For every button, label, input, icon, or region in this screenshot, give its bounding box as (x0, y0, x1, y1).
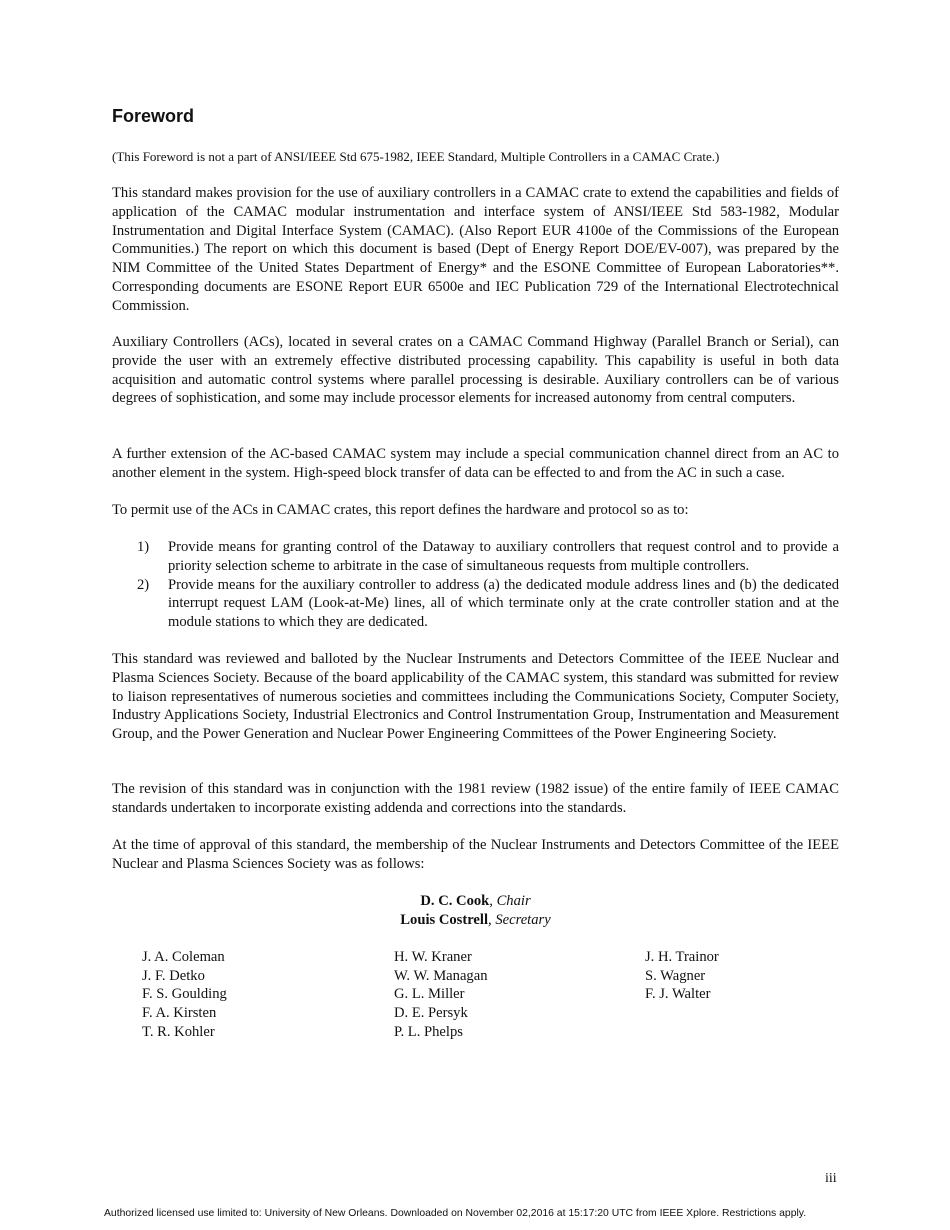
list-item-text: Provide means for granting control of the Dataway to auxiliary controllers that request control and to provide a priority selection scheme to arbitrate in the case of simultaneous requests from multiple controllers. (168, 539, 839, 574)
list-item-number: 1) (137, 539, 150, 555)
paragraph-4: To permit use of the ACs in CAMAC crates, this report defines the hardware and protocol so as to: (112, 502, 689, 518)
requirements-list (112, 538, 839, 632)
secretary-role: , Secretary (488, 912, 551, 928)
paragraph-1: This standard makes provision for the use of auxiliary controllers in a CAMAC crate to extend the capabilities and fields of application of the CAMAC modular instrumentation and interface system of ANSI/IEEE Std 583-1982, Modular Instrumentation and Digital Interface System (CAMAC). (Also Report EUR 4100e of the Commissions of the European Communities.) The report on which this document is based (Dept of Energy Report DOE/EV-007), was prepared by the NIM Committee of the United States Department of Energy* and the ESONE Committee of European Laboratories**. Corresponding documents are ESONE Report EUR 6500e and IEC Publication 729 of the International Electrotechnical Commission. (112, 185, 839, 314)
page-title: Foreword (112, 106, 195, 126)
member-name: F. S. Goulding (142, 986, 227, 1003)
member-name: G. L. Miller (394, 986, 465, 1003)
paragraph-2: Auxiliary Controllers (ACs), located in several crates on a CAMAC Command Highway (Parallel Branch or Serial), can provide the user with an extremely effective distributed processing capability. This capability is useful in both data acquisition and automatic control systems where parallel processing is desirable. Auxiliary controllers can be of various degrees of sophistication, and some may include processor elements for increased autonomy from central computers. (112, 334, 839, 407)
chair-role: , Chair (489, 893, 531, 909)
committee-officers (112, 892, 839, 930)
paragraph-7: At the time of approval of this standard, the membership of the Nuclear Instruments and Detectors Committee of the IEEE Nuclear and Plasma Sciences Society was as follows: (112, 837, 839, 872)
member-name: H. W. Kraner (394, 949, 472, 965)
member-name: J. F. Detko (142, 967, 205, 984)
license-footer: Authorized licensed use limited to: University of New Orleans. Downloaded on November 02,2016 at 15:17:20 UTC from IEEE Xplore. Restrictions apply. (104, 1208, 807, 1219)
list-item-text: Provide means for the auxiliary controller to address (a) the dedicated module address lines and (b) the dedicated interrupt request LAM (Look-at-Me) lines, all of which terminate only at the crate controller station and at the module stations to which they are dedicated. (168, 576, 839, 631)
page-number: iii (825, 1171, 837, 1186)
member-name: S. Wagner (645, 967, 706, 984)
list-item (112, 538, 839, 576)
paragraph-3: A further extension of the AC-based CAMAC system may include a special communication channel direct from an AC to another element in the system. High-speed block transfer of data can be effected to and from the AC in such a case. (112, 446, 839, 481)
list-item-number: 2) (137, 576, 150, 593)
member-name: J. H. Trainor (645, 949, 719, 965)
member-name: F. J. Walter (645, 986, 711, 1003)
member-name: T. R. Kohler (142, 1023, 215, 1040)
paragraph-6: The revision of this standard was in conjunction with the 1981 review (1982 issue) of the entire family of IEEE CAMAC standards undertaken to incorporate existing addenda and corrections into the standards. (112, 781, 839, 816)
chair-name: D. C. Cook (420, 893, 490, 909)
secretary-name: Louis Costrell (400, 912, 489, 928)
list-item (112, 576, 839, 632)
members-column-3 (645, 948, 719, 1004)
member-name: P. L. Phelps (394, 1023, 463, 1040)
member-name: W. W. Managan (394, 967, 488, 984)
foreword-note: (This Foreword is not a part of ANSI/IEEE Std 675-1982, IEEE Standard, Multiple Controllers in a CAMAC Crate.) (112, 149, 720, 164)
member-name: F. A. Kirsten (142, 1005, 217, 1022)
members-column-1 (142, 948, 227, 1042)
members-column-2 (394, 948, 488, 1042)
member-name: D. E. Persyk (394, 1005, 468, 1022)
member-name: J. A. Coleman (142, 949, 225, 965)
paragraph-5: This standard was reviewed and balloted by the Nuclear Instruments and Detectors Committee of the IEEE Nuclear and Plasma Sciences Society. Because of the board applicability of the CAMAC system, this standard was submitted for review to liaison representatives of numerous societies and committees including the Communications Society, Computer Society, Industry Applications Society, Industrial Electronics and Control Instrumentation Group, Instrumentation and Measurement Group, and the Power Generation and Nuclear Power Engineering Committees of the Power Engineering Society. (112, 651, 839, 743)
secretary-line (112, 911, 839, 930)
chair-line (112, 892, 839, 911)
